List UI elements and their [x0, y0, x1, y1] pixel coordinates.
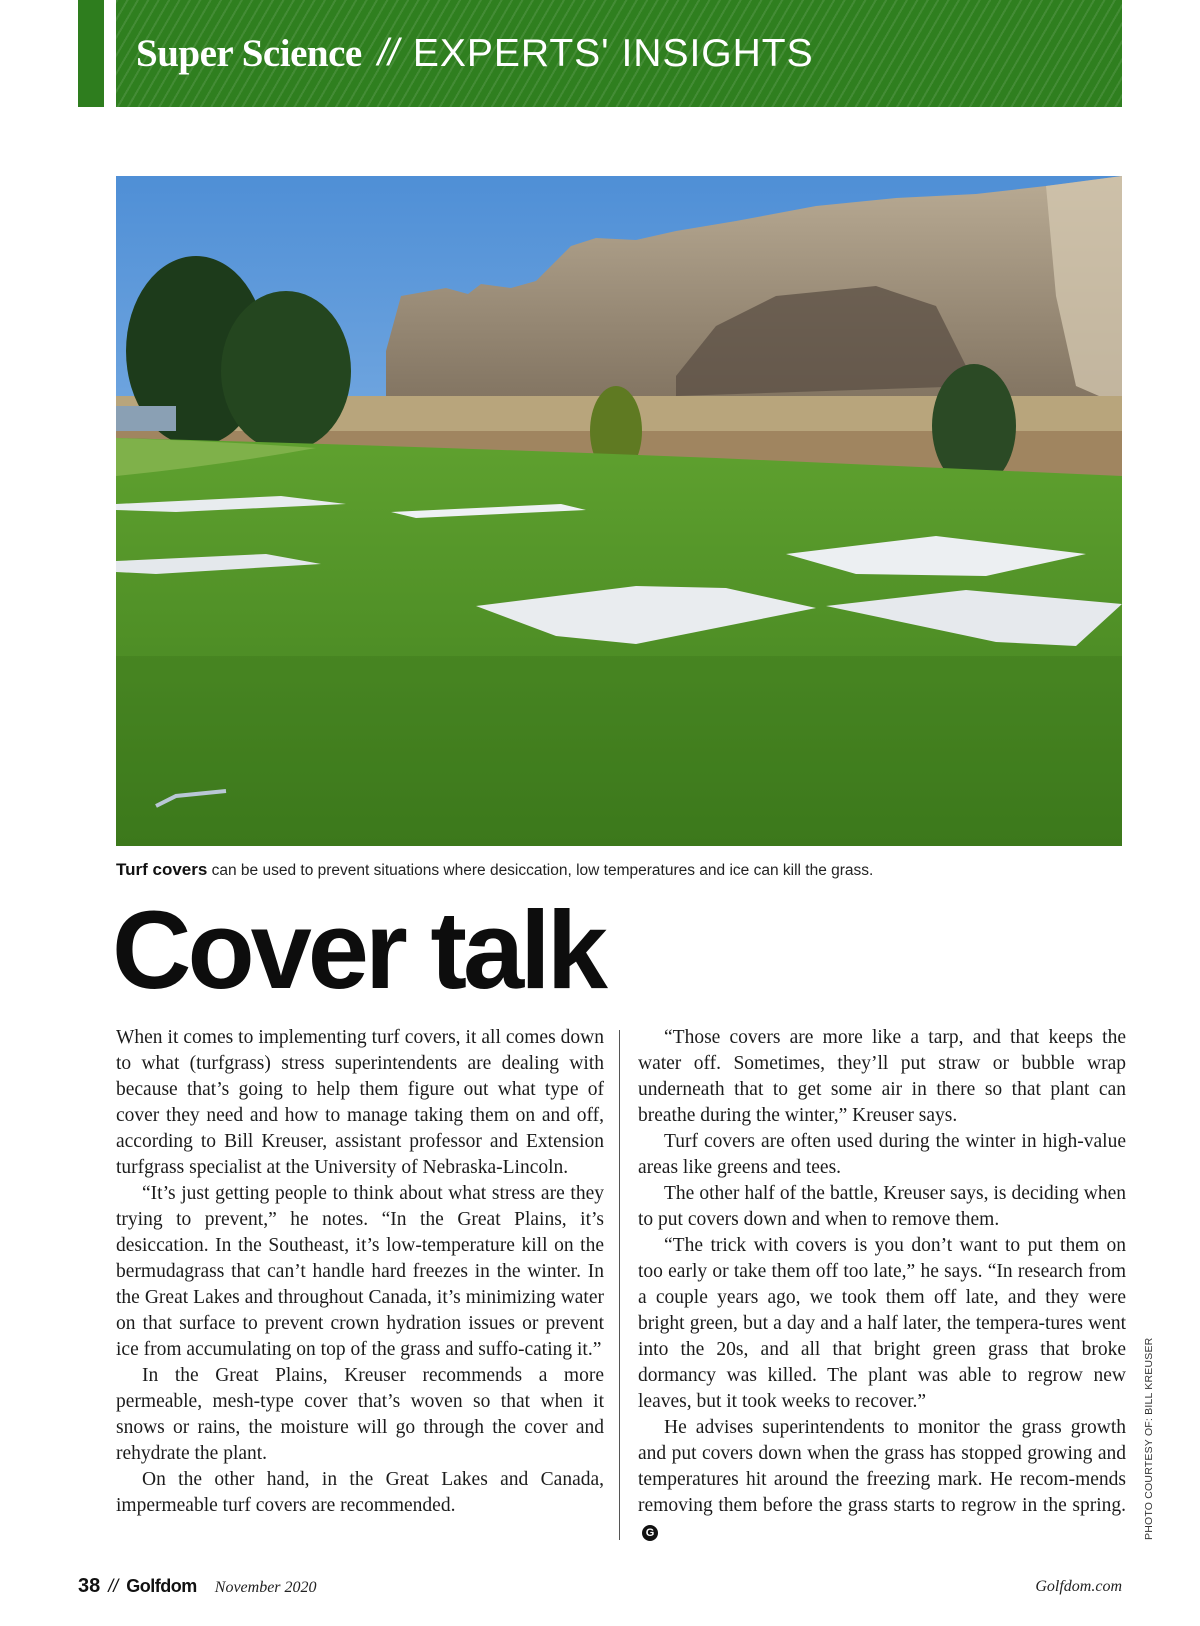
page-number: 38: [78, 1575, 101, 1597]
left-column: [116, 1025, 604, 1519]
banner-separator: //: [377, 32, 399, 74]
column-divider: [619, 1030, 620, 1540]
website-link[interactable]: Golfdom.com: [1035, 1578, 1122, 1595]
paragraph-text: He advises superintendents to monitor the grass growth and put covers down when the grass has stopped growing and temperatures hit around the freezing mark. He recom-mends removing them before the grass starts to regrow in the spring.: [638, 1417, 1126, 1516]
magazine-brand: Golfdom: [126, 1576, 197, 1596]
caption-lead: Turf covers: [116, 860, 208, 879]
article-headline: Cover talk: [112, 889, 604, 1012]
paragraph: The other half of the battle, Kreuser says, is deciding when to put covers down and when to remove them.: [638, 1183, 1126, 1230]
department-title: EXPERTS' INSIGHTS: [412, 31, 814, 75]
paragraph: “The trick with covers is you don’t want to put them on too early or take them off too late,” he says. “In research from a couple years ago, we took them off late, and they were bright green, but a day and a half later, the tempera-tures went into the 20s, and all that bright green grass that broke dormancy was killed. The plant was able to regrow new leaves, but it took weeks to recover.”: [638, 1235, 1126, 1412]
footer-folio: [78, 1575, 317, 1598]
photo-caption: [116, 860, 1122, 880]
paragraph-last: [638, 1415, 1126, 1545]
article-photo: [116, 176, 1122, 846]
banner-accent-bar: [78, 0, 104, 107]
paragraph: Turf covers are often used during the winter in high-value areas like greens and tees.: [638, 1131, 1126, 1178]
right-column: [638, 1025, 1126, 1545]
paragraph: When it comes to implementing turf covers, it all comes down to what (turfgrass) stress superintendents are dealing with because that’s going to help them figure out what type of cover they need and how to manage taking them on and off, according to Bill Kreuser, assistant professor and Extension turfgrass specialist at the University of Nebraska-Lincoln.: [116, 1027, 604, 1178]
paragraph: On the other hand, in the Great Lakes and Canada, impermeable turf covers are recommended.: [116, 1469, 604, 1516]
turf-covers-photo-icon: [116, 176, 1122, 846]
photo-credit: PHOTO COURTESY OF: BILL KREUSER: [1143, 1337, 1155, 1540]
paragraph: “Those covers are more like a tarp, and that keeps the water off. Sometimes, they’ll put straw or bubble wrap underneath that to get some air in there so that plant can breathe during the winter,” Kreuser says.: [638, 1027, 1126, 1126]
section-title: Super Science: [136, 32, 362, 75]
issue-date: November 2020: [214, 1579, 317, 1596]
paragraph: In the Great Plains, Kreuser recommends a more permeable, mesh-type cover that’s woven so that when it snows or rains, the moisture will go through the cover and rehydrate the plant.: [116, 1365, 604, 1464]
end-mark-icon: G: [642, 1525, 658, 1541]
footer-separator: //: [108, 1576, 119, 1596]
paragraph: “It’s just getting people to think about what stress are they trying to prevent,” he notes. “In the Great Plains, it’s desiccation. In the Southeast, it’s low-temperature kill on the bermudagrass that can’t handle hard freezes in the winter. In the Great Lakes and throughout Canada, it’s minimizing water on that surface to prevent crown hydration issues or prevent ice from accumulating on top of the grass and suffo-cating it.”: [116, 1183, 604, 1360]
caption-text: can be used to prevent situations where desiccation, low temperatures and ice can kill the grass.: [207, 862, 874, 879]
section-banner: [116, 0, 1122, 107]
